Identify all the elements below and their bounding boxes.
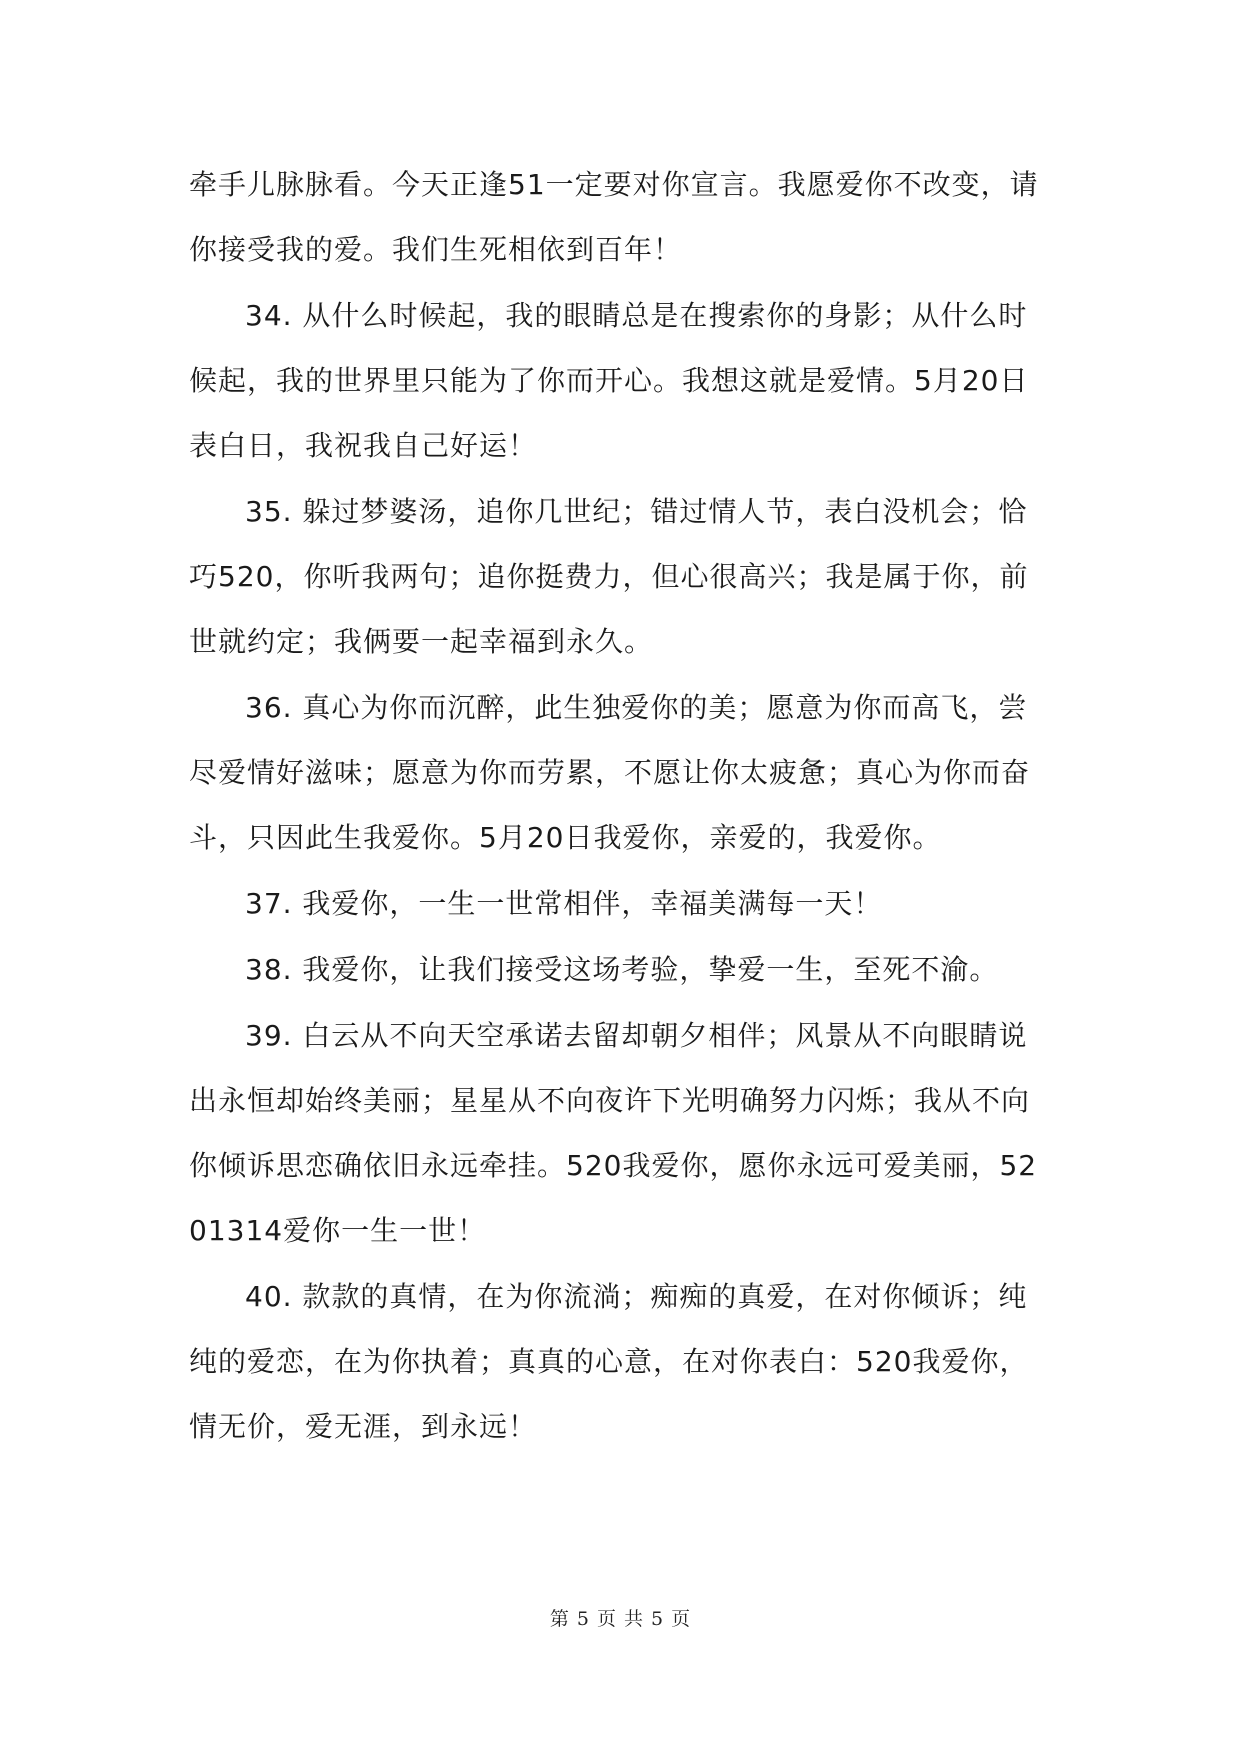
paragraph-item-37: 37. 我爱你，一生一世常相伴，幸福美满每一天！ xyxy=(245,887,883,920)
page-number-footer: 第 5 页 共 5 页 xyxy=(549,1608,692,1630)
document-body xyxy=(189,152,1051,1460)
paragraph-item-40: 40. 款款的真情，在为你流淌；痴痴的真爱，在对你倾诉；纯纯的爱恋，在为你执着；真真的心意，在对你表白：520我爱你，情无价，爱无涯，到永远！ xyxy=(189,1280,1029,1443)
paragraph-item-35: 35. 躲过梦婆汤，追你几世纪；错过情人节，表白没机会；恰巧520，你听我两句；追你挺费力，但心很高兴；我是属于你，前世就约定；我俩要一起幸福到永久。 xyxy=(189,495,1029,658)
paragraph-continuation: 牵手儿脉脉看。今天正逢51一定要对你宣言。我愿爱你不改变，请你接受我的爱。我们生死相依到百年！ xyxy=(189,168,1039,266)
paragraph-item-36: 36. 真心为你而沉醉，此生独爱你的美；愿意为你而高飞，尝尽爱情好滋味；愿意为你而劳累，不愿让你太疲惫；真心为你而奋斗，只因此生我爱你。5月20日我爱你，亲爱的，我爱你。 xyxy=(189,691,1031,854)
paragraph-item-39: 39. 白云从不向天空承诺去留却朝夕相伴；风景从不向眼睛说出永恒却始终美丽；星星从不向夜许下光明确努力闪烁；我从不向你倾诉思恋确依旧永远牵挂。520我爱你，愿你永远可爱美丽，5201314爱你一生一世！ xyxy=(189,1019,1038,1247)
paragraph-item-38: 38. 我爱你，让我们接受这场考验，挚爱一生，至死不渝。 xyxy=(245,953,999,986)
paragraph-item-34: 34. 从什么时候起，我的眼睛总是在搜索你的身影；从什么时候起，我的世界里只能为了你而开心。我想这就是爱情。5月20日表白日，我祝我自己好运！ xyxy=(189,299,1029,462)
